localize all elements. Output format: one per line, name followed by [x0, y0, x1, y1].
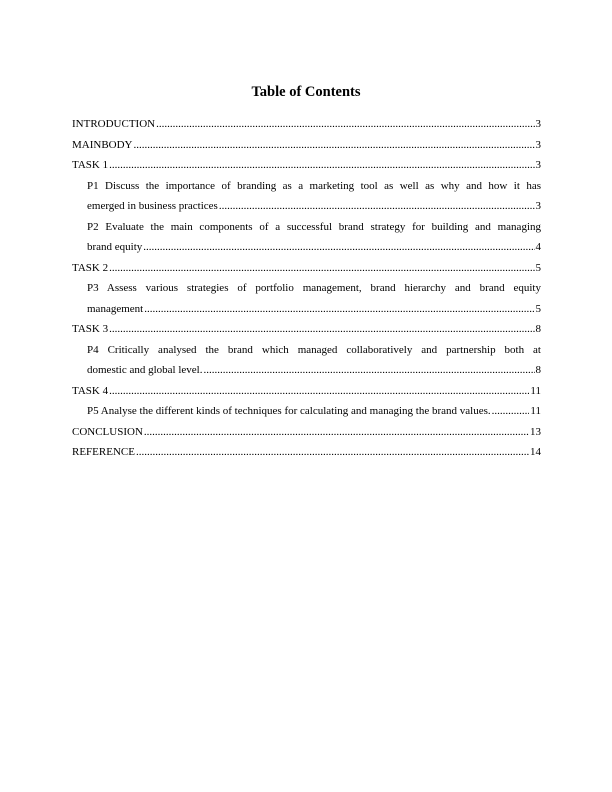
dot-leader [109, 319, 534, 340]
toc-entry-text-line1: P2 Evaluate the main components of a successful brand strategy for building and managing [87, 220, 541, 233]
toc-entry-page: 13 [530, 425, 541, 438]
toc-entry-page: 8 [535, 323, 541, 335]
toc-entry-text: MAINBODY [72, 138, 133, 151]
toc-entry-text-line2: emerged in business practices [87, 200, 218, 212]
dot-leader [492, 401, 530, 422]
toc-entry-introduction[interactable] [72, 114, 541, 135]
toc-title: Table of Contents [251, 84, 361, 100]
dot-leader [144, 299, 534, 320]
toc-entry-text-line1: P3 Assess various strategies of portfolio management, brand hierarchy and brand equity [87, 282, 541, 294]
toc-entry-text: INTRODUCTION [72, 118, 156, 130]
toc-entry-text-line2: domestic and global level. [87, 364, 203, 376]
toc-entry-page: 5 [535, 302, 541, 315]
dot-leader [156, 114, 534, 135]
dot-leader [144, 422, 529, 443]
toc-entry-page: 11 [530, 384, 541, 397]
toc-entry-text: TASK 3 [72, 323, 109, 335]
dot-leader [109, 155, 534, 176]
toc-entry-text: P5 Analyse the different kinds of techniques for calculating and managing the brand values. [87, 405, 491, 417]
toc-entry-task-4[interactable] [72, 381, 541, 402]
toc-entry-p3[interactable] [72, 278, 541, 319]
toc-entry-text: CONCLUSION [72, 425, 143, 438]
toc-entry-page: 3 [535, 159, 541, 171]
dot-leader [203, 360, 534, 381]
toc-entry-text-line1: P4 Critically analysed the brand which managed collaboratively and partnership both at [87, 343, 541, 356]
toc-entry-page: 3 [535, 200, 541, 212]
toc-entry-conclusion[interactable] [72, 422, 541, 443]
toc-entry-p1[interactable] [72, 176, 541, 217]
dot-leader [136, 442, 529, 463]
toc-entry-task-3[interactable] [72, 319, 541, 340]
toc-entry-mainbody[interactable] [72, 135, 541, 156]
dot-leader [134, 135, 535, 156]
toc-entry-task-1[interactable] [72, 155, 541, 176]
dot-leader [219, 196, 535, 217]
toc-entry-page: 11 [530, 405, 541, 417]
dot-leader [109, 258, 534, 279]
toc-entry-text-line1: P1 Discuss the importance of branding as a marketing tool as well as why and how it has [87, 179, 541, 192]
toc-entry-task-2[interactable] [72, 258, 541, 279]
toc-entry-reference[interactable] [72, 442, 541, 463]
toc-entry-p5[interactable] [72, 401, 541, 422]
toc-entry-p2[interactable] [72, 217, 541, 258]
toc-entry-text: TASK 2 [72, 261, 109, 274]
toc-entry-page: 8 [535, 364, 541, 376]
toc-entry-p4[interactable] [72, 340, 541, 381]
toc-entry-text: TASK 4 [72, 384, 109, 397]
toc-entry-page: 3 [535, 118, 541, 130]
toc-entry-text: REFERENCE [72, 446, 135, 458]
toc-list [72, 114, 541, 463]
toc-entry-page: 14 [530, 446, 541, 458]
toc-entry-page: 3 [535, 138, 541, 151]
toc-entry-page: 4 [535, 241, 541, 253]
toc-entry-page: 5 [535, 261, 541, 274]
toc-entry-text-line2: management [87, 302, 144, 315]
toc-entry-text: TASK 1 [72, 159, 109, 171]
dot-leader [109, 381, 529, 402]
toc-entry-text-line2: brand equity [87, 241, 143, 253]
dot-leader [143, 237, 534, 258]
